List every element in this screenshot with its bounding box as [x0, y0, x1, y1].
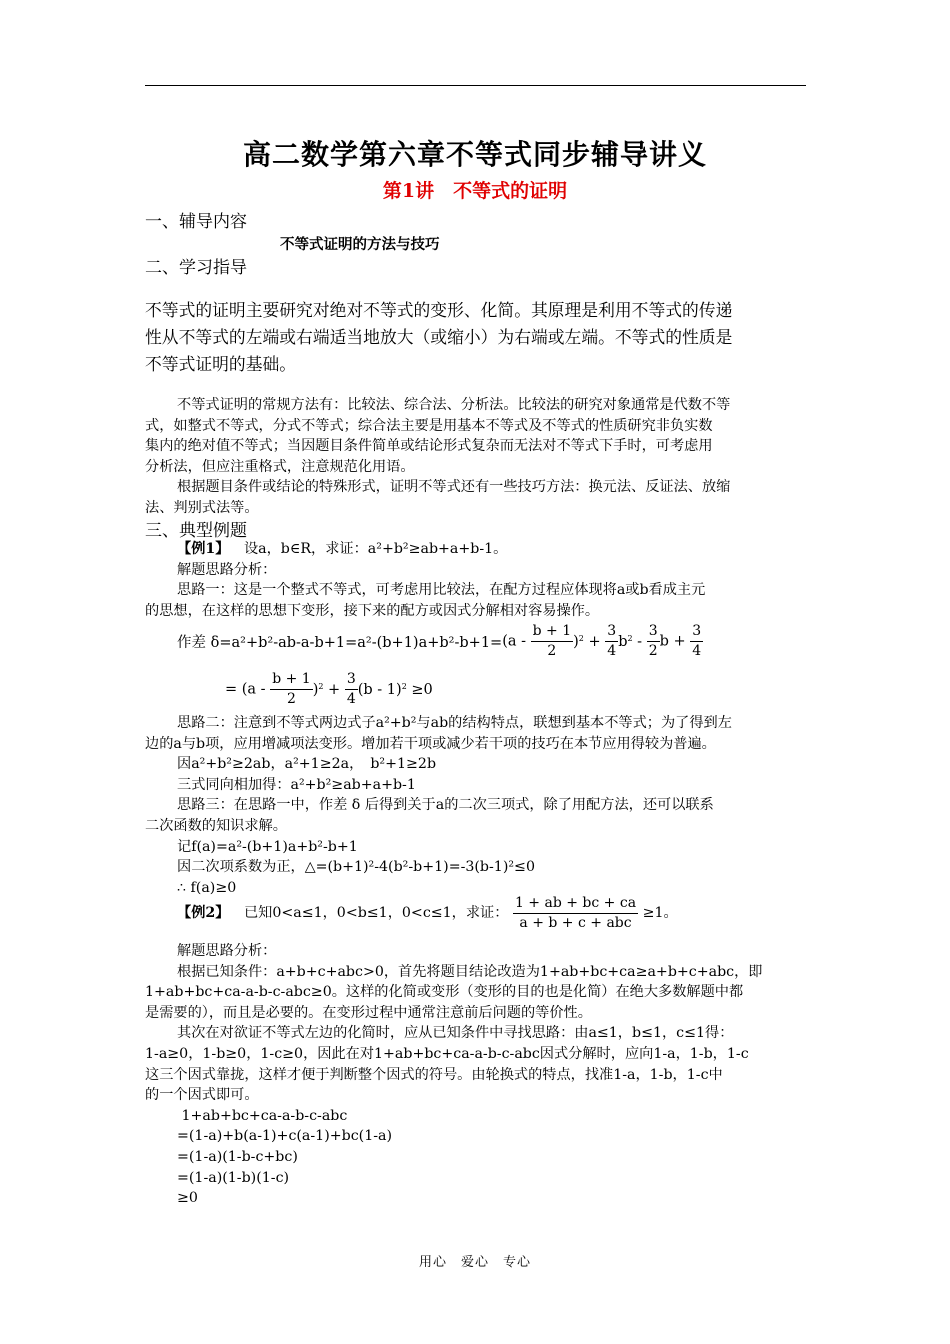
fraction: $\frac{b + 1}{2}$ [532, 623, 572, 659]
equation-text: 作差 δ=a²+b²-ab-a-b+1=a²-(b+1)a+b²-b+1= [177, 635, 503, 651]
example-text: 已知0<a≤1，0<b≤1，0<c≤1，求证： [243, 905, 509, 922]
text-line: 思路二：注意到不等式两边式子a²+b²与ab的结构特点，联想到基本不等式；为了得到左 [177, 715, 732, 731]
fraction: $\frac{b + 1}{2}$ [272, 671, 311, 707]
factor-step: =(1-a)(1-b-c+bc) [177, 1148, 298, 1165]
example1-statement [177, 539, 507, 560]
text-line: 三式同向相加得：a²+b²≥ab+a+b-1 [177, 776, 416, 793]
topic-heading: 不等式证明的方法与技巧 [280, 236, 440, 253]
factor-step: =(1-a)+b(a-1)+c(a-1)+bc(1-a) [177, 1128, 393, 1145]
fraction: $\frac{3}{2}$ [648, 623, 658, 659]
text-line: 因二次项系数为正，△=(b+1)²-4(b²-b+1)=-3(b-1)²≤0 [177, 859, 535, 876]
example-text: ≥1。 [642, 905, 678, 922]
example-text: 设a，b∈R，求证：a²+b²≥ab+a+b-1。 [243, 541, 508, 557]
text-line: 根据已知条件：a+b+c+abc>0，首先将题目结论改造为1+ab+bc+ca≥a+b+c+abc，即 [177, 963, 763, 980]
fraction: $\frac{3}{4}$ [607, 623, 617, 659]
section-heading-1: 一、辅导内容 [145, 212, 247, 232]
example-label: 【例1】 [177, 541, 230, 557]
text-line: 的一个因式即可。 [145, 1087, 259, 1104]
text-line: 法、判别式法等。 [145, 499, 259, 516]
example-label: 【例2】 [177, 905, 230, 922]
text-line: 不等式证明的常规方法有：比较法、综合法、分析法。比较法的研究对象通常是代数不等 [177, 397, 731, 413]
text-line: 集内的绝对值不等式；当因题目条件简单或结论形式复杂而无法对不等式下手时，可考虑用 [145, 438, 713, 455]
analysis-heading: 解题思路分析： [177, 943, 277, 959]
text-line: 分析法，但应注重格式，注意规范化用语。 [145, 458, 415, 475]
methods-paragraph [145, 395, 730, 519]
text-line: 因a²+b²≥2ab，a²+1≥2a， b²+1≥2b [177, 756, 437, 773]
idea1-paragraph [145, 580, 705, 621]
completed-square-equation: = (a - $\frac{b + 1}{2}$ )$^2$ + $\frac{3}{4}$ (b - 1)$^2$ ≥0 [225, 671, 433, 707]
text-line: 根据题目条件或结论的特殊形式，证明不等式还有一些技巧方法：换元法、反证法、放缩 [177, 479, 731, 496]
fraction: $\frac{1 + ab + bc + ca}{\text{a + b + c + abc}}$ [514, 895, 637, 931]
text-line: 不等式证明的基础。 [145, 354, 297, 374]
idea2-block [145, 713, 732, 898]
section-heading-3: 三、典型例题 [145, 521, 247, 541]
page-title: 高二数学第六章不等式同步辅导讲义 [242, 138, 707, 171]
fraction: $\frac{3}{4}$ [346, 671, 356, 707]
text-line: 是需要的），而且是必要的。在变形过程中通常注意前后问题的等价性。 [145, 1004, 592, 1021]
text-line: 性从不等式的左端或右端适当地放大（或缩小）为右端或左端。不等式的性质是 [145, 327, 733, 347]
text-line: 记f(a)=a²-(b+1)a+b²-b+1 [177, 838, 358, 855]
header-rule [145, 85, 806, 86]
text-line: ∴ f(a)≥0 [177, 879, 237, 896]
factor-step: ≥0 [177, 1190, 198, 1207]
fraction: $\frac{3}{4}$ [692, 623, 702, 659]
difference-equation: 作差 δ=a²+b²-ab-a-b+1=a²-(b+1)a+b²-b+1=(a - $\frac{b + 1}{2}$ )$^2$ + $\frac{3}{4}$ $b^2$ - $\frac{3}{2}$ b + $\frac{3}{4}$ [177, 623, 702, 659]
factor-step: =(1-a)(1-b)(1-c) [177, 1169, 290, 1186]
text-line: 思路三：在思路一中，作差 δ 后得到关于a的二次三项式，除了用配方法，还可以联系 [177, 797, 714, 814]
text-line: 的思想，在这样的思想下变形，接下来的配方或因式分解相对容易操作。 [145, 602, 600, 619]
text-line: 二次函数的知识求解。 [145, 817, 287, 834]
page-footer: 用心 爱心 专心 [418, 1255, 531, 1270]
section-heading-2: 二、学习指导 [145, 258, 247, 278]
text-line: 其次在对欲证不等式左边的化简时，应从已知条件中寻找思路：由a≤1，b≤1，c≤1得： [177, 1025, 734, 1042]
text-line: 1-a≥0，1-b≥0，1-c≥0，因此在对1+ab+bc+ca-a-b-c-abc因式分解时，应向1-a，1-b，1-c [145, 1045, 749, 1062]
text-line: 1+ab+bc+ca-a-b-c-abc≥0。这样的化简或变形（变形的目的也是化简）在绝大多数解题中都 [145, 984, 744, 1001]
text-line: 不等式的证明主要研究对绝对不等式的变形、化简。其原理是利用不等式的传递 [145, 300, 733, 320]
example2-statement [177, 894, 678, 933]
text-line: 这三个因式靠拢，这样才便于判断整个因式的符号。由轮换式的特点，找准1-a，1-b，1-c中 [145, 1066, 723, 1083]
text-line: 思路一：这是一个整式不等式，可考虑用比较法，在配方过程应体现将a或b看成主元 [177, 582, 706, 598]
text-line: 边的a与b项，应用增减项法变形。增加若干项或减少若干项的技巧在本节应用得较为普遍。 [145, 735, 716, 752]
lecture-subtitle: 第1讲 不等式的证明 [382, 180, 568, 202]
text-line: 式，如整式不等式，分式不等式；综合法主要是用基本不等式及不等式的性质研究非负实数 [145, 417, 713, 434]
example2-analysis [145, 941, 763, 1209]
factor-step: 1+ab+bc+ca-a-b-c-abc [177, 1107, 348, 1124]
intro-paragraph [145, 297, 732, 378]
analysis-heading: 解题思路分析： [177, 562, 277, 578]
